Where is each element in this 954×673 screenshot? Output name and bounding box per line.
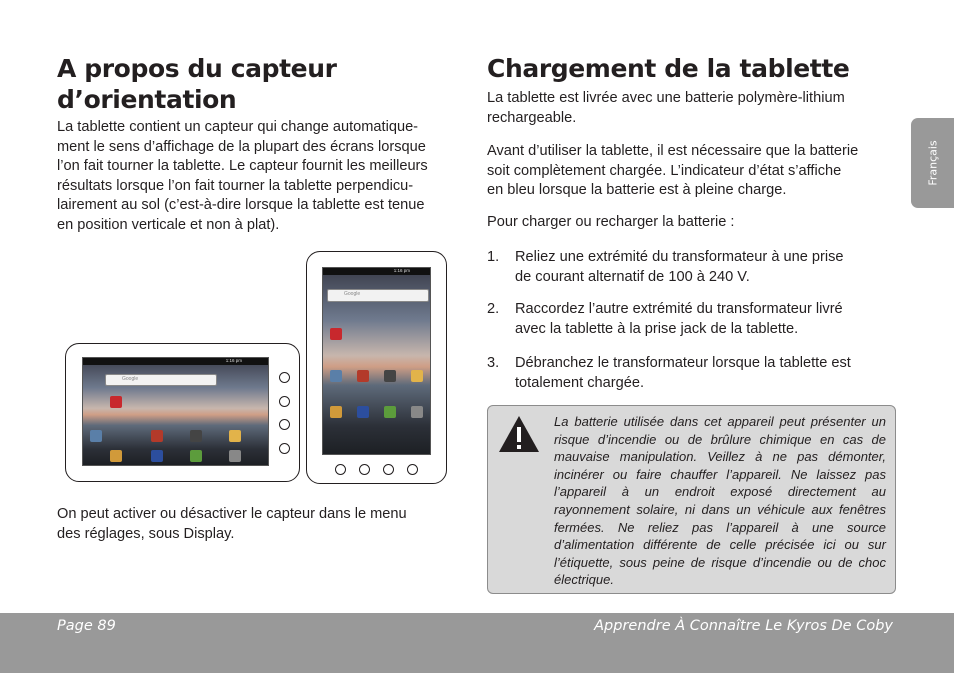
list-number: 1. <box>487 249 500 265</box>
status-bar <box>83 358 268 365</box>
app-icon <box>110 450 122 462</box>
app-icon <box>229 450 241 462</box>
left-paragraph-1 <box>57 118 477 236</box>
back-icon <box>383 464 394 475</box>
app-icon <box>151 430 163 442</box>
app-icon <box>330 370 342 382</box>
app-icon <box>190 430 202 442</box>
google-search-widget <box>327 289 429 302</box>
text-line: Reliez une extrémité du transformateur à une prise <box>515 249 844 265</box>
text-line: Débranchez le transformateur lorsque la tablette est <box>515 355 851 371</box>
search-icon <box>335 464 346 475</box>
text-line: de courant alternatif de 100 à 240 V. <box>515 268 750 285</box>
tablet-portrait-screen <box>322 267 431 455</box>
app-icon <box>90 430 102 442</box>
text-line: ment le sens d’affichage de la plupart des écrans lorsque <box>57 138 426 155</box>
app-icon <box>151 450 163 462</box>
warning-box <box>487 405 896 594</box>
page-number: Page 89 <box>57 618 116 634</box>
list-number: 2. <box>487 301 500 317</box>
right-title <box>487 53 897 84</box>
text-line: avec la tablette à la prise jack de la tablette. <box>515 320 799 337</box>
text-line: La tablette est livrée avec une batterie polymère-lithium <box>487 90 845 106</box>
app-icon <box>330 406 342 418</box>
status-bar <box>323 268 430 275</box>
text-line: rechargeable. <box>487 109 577 126</box>
text-line: l’on fait tourner la tablette. Le capteur fournit les meilleurs <box>57 158 428 175</box>
app-icon <box>229 430 241 442</box>
text-line: La tablette contient un capteur qui change automatique- <box>57 119 419 135</box>
search-icon <box>279 372 290 383</box>
google-search-text: Google <box>344 291 361 297</box>
left-title-text: A propos du capteur d’orientation <box>57 54 337 114</box>
left-paragraph-2 <box>57 505 477 544</box>
warning-text: La batterie utilisée dans cet appareil peut présenter un risque d’incendie ou de brûlure chimique en cas de mauvaise manipulation. Veillez à ne pas démonter, incinérer ou faire chauffer l’appareil. Ne laissez pas l’appareil à un endroit exposé directement au rayonnement solaire, ni dans un véhicule aux fenêtres fermées. Ne reliez pas l’appareil à une source d’alimentation différente de celle précisée ici ou sur l’étiquette, sous peine de risque d’incendie ou de choc électrique. <box>554 414 886 588</box>
tablet-landscape-illustration <box>65 343 300 482</box>
right-title-text: Chargement de la tablette <box>487 54 850 83</box>
status-time: 1:16 pm <box>225 358 242 363</box>
menu-icon <box>359 464 370 475</box>
text-line: lairement au sol (c’est-à-dire lorsque la tablette est tenue <box>57 197 425 214</box>
app-icon <box>110 396 122 408</box>
language-tab <box>911 118 954 208</box>
right-paragraph-3 <box>487 213 907 233</box>
home-icon <box>279 443 290 454</box>
page-footer <box>0 613 954 673</box>
back-icon <box>279 419 290 430</box>
text-line: On peut activer ou désactiver le capteur dans le menu <box>57 506 407 522</box>
app-icon <box>330 328 342 340</box>
tablet-portrait-illustration <box>306 251 447 484</box>
text-line: totalement chargée. <box>515 374 644 391</box>
text-line: Pour charger ou recharger la batterie : <box>487 214 735 230</box>
google-search-widget <box>105 374 217 386</box>
text-line: résultats lorsque l’on fait tourner la tablette perpendicu- <box>57 177 414 194</box>
app-icon <box>411 406 423 418</box>
app-icon <box>357 406 369 418</box>
app-icon <box>384 370 396 382</box>
status-time: 1:16 pm <box>393 268 410 273</box>
app-icon <box>357 370 369 382</box>
menu-icon <box>279 396 290 407</box>
text-line: soit complètement chargée. L’indicateur d’état s’affiche <box>487 162 842 179</box>
app-icon <box>384 406 396 418</box>
app-icon <box>190 450 202 462</box>
text-line: en bleu lorsque la batterie est à pleine charge. <box>487 182 787 199</box>
tablet-landscape-screen <box>82 357 269 466</box>
warning-icon <box>497 414 541 454</box>
list-number: 3. <box>487 355 500 371</box>
text-line: en position verticale et non à plat). <box>57 216 280 233</box>
language-tab-label: Français <box>926 140 939 186</box>
text-line: Raccordez l’autre extrémité du transformateur livré <box>515 301 843 317</box>
home-icon <box>407 464 418 475</box>
left-title <box>57 53 457 115</box>
right-paragraph-2 <box>487 142 907 201</box>
text-line: Avant d’utiliser la tablette, il est nécessaire que la batterie <box>487 143 859 159</box>
chapter-title: Apprendre À Connaître Le Kyros De Coby <box>594 618 893 634</box>
app-icon <box>411 370 423 382</box>
text-line: des réglages, sous Display. <box>57 525 235 542</box>
right-intro <box>487 89 907 128</box>
google-search-text: Google <box>122 376 139 382</box>
